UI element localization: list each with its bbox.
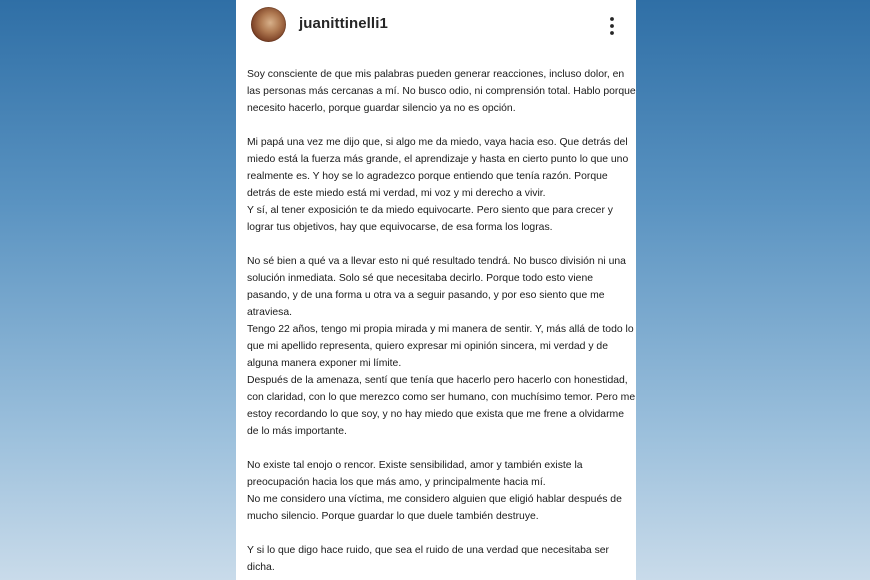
post-paragraph: [247, 542, 632, 576]
post-header: [236, 0, 636, 50]
post-text-line: Después de la amenaza, sentí que tenía que hacerlo pero hacerlo con honestidad,: [247, 375, 628, 386]
avatar[interactable]: [251, 7, 286, 42]
post-paragraph: [247, 66, 636, 117]
post-text-line: Mi papá una vez me dijo que, si algo me da miedo, vaya hacia eso. Que detrás del: [247, 137, 628, 148]
post-text-line: Tengo 22 años, tengo mi propia mirada y mi manera de sentir. Y, más allá de todo lo: [247, 324, 634, 335]
post-text-line: No existe tal enojo o rencor. Existe sensibilidad, amor y también existe la: [247, 460, 583, 471]
post-text-line: dicha.: [247, 562, 275, 573]
post-text-line: Y si lo que digo hace ruido, que sea el ruido de una verdad que necesitaba ser: [247, 545, 610, 556]
post-text-line: realmente es. Y hoy se lo agradezco porque entiendo que tenía razón. Porque: [247, 171, 608, 182]
post-text-line: detrás de este miedo está mi verdad, mi voz y mi derecho a vivir.: [247, 188, 546, 199]
post-text-line: No me considero una víctima, me considero alguien que eligió hablar después de: [247, 494, 622, 505]
post-text-line: Soy consciente de que mis palabras pueden generar reacciones, incluso dolor, en: [247, 69, 625, 80]
post-text-line: las personas más cercanas a mí. No busco odio, ni comprensión total. Hablo porque: [247, 86, 636, 97]
post-paragraph: [247, 253, 636, 440]
post-text-line: alguna manera exponer mi límite.: [247, 358, 402, 369]
username[interactable]: juanittinelli1: [299, 15, 388, 32]
post-text-line: con claridad, con lo que merezco como ser humano, con muchísimo temor. Pero me: [247, 392, 636, 403]
post-text-line: estoy recordando lo que soy, y no hay miedo que exista que me frene a olvidarme: [247, 409, 624, 420]
post-text-line: necesito hacerlo, porque guardar silencio ya no es opción.: [247, 103, 516, 114]
post-text-line: pasando, y de una forma u otra va a seguir pasando, y por eso siento que me: [247, 290, 605, 301]
post-text-line: mucho silencio. Porque guardar lo que duele también destruye.: [247, 511, 539, 522]
more-options-icon[interactable]: [604, 16, 620, 36]
post-text-line: solución inmediata. Solo sé que necesitaba decirlo. Porque todo esto viene: [247, 273, 594, 284]
post-text-line: preocupación hacia los que más amo, y principalmente hacia mí.: [247, 477, 546, 488]
post-text-line: que mi apellido representa, quiero expresar mi opinión sincera, mi verdad y de: [247, 341, 608, 352]
post-text-line: de lo más importante.: [247, 426, 347, 437]
post-text-line: No sé bien a qué va a llevar esto ni qué resultado tendrá. No busco división ni una: [247, 256, 626, 267]
post-text: [247, 66, 636, 580]
post-text-line: Y sí, al tener exposición te da miedo equivocarte. Pero siento que para crecer y: [247, 205, 613, 216]
post-text-line: atraviesa.: [247, 307, 293, 318]
post-card: [236, 0, 636, 580]
post-text-line: miedo está la fuerza más grande, el aprendizaje y hasta en cierto punto lo que uno: [247, 154, 629, 165]
post-text-line: lograr tus objetivos, hay que equivocarse, de esa forma los logras.: [247, 222, 553, 233]
post-paragraph: [247, 134, 632, 236]
post-paragraph: [247, 457, 632, 525]
